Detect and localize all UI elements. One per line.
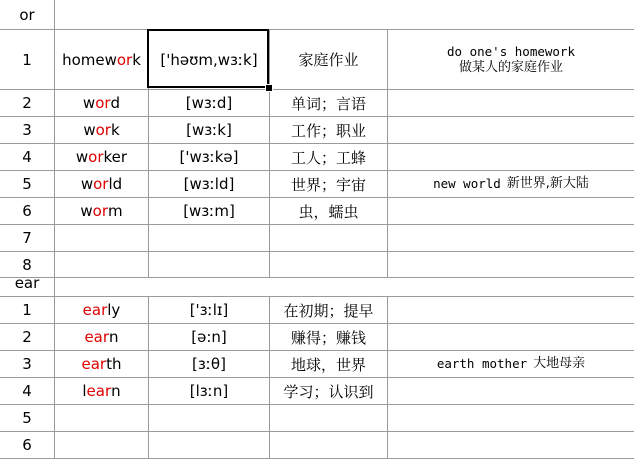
word-highlight: or [88,148,104,166]
word-suffix: ld [108,175,123,193]
phonetic-cell[interactable] [149,378,269,404]
meaning-text: 虫，蠕虫 [298,202,359,221]
word-suffix: ker [103,148,128,166]
phrase-cell[interactable] [388,405,634,431]
meaning-cell[interactable] [270,90,387,116]
word-suffix: ly [107,301,121,319]
word-prefix: homew [62,50,117,69]
phonetic-text: [ə:n] [191,328,227,346]
word-highlight: or [95,94,111,112]
word-highlight: or [95,121,111,139]
meaning-text: 世界；宇宙 [290,175,366,194]
phonetic-text: ['wɜːkə] [179,148,239,166]
section-header-label: or [19,5,35,24]
phrase-cell[interactable] [388,117,634,143]
row-number: 4 [22,148,32,166]
phonetic-text: [wɜːd] [185,94,233,112]
word-cell[interactable] [55,225,148,251]
phrase-cell[interactable] [388,198,634,224]
word-cell[interactable] [55,432,148,458]
fill-handle[interactable] [265,84,273,92]
meaning-text: 家庭作业 [298,51,359,69]
phrase-cell[interactable] [388,324,634,350]
phonetic-cell[interactable] [149,225,269,251]
row-number-cell[interactable] [0,144,54,170]
row-number-cell[interactable] [0,90,54,116]
row-number-cell[interactable] [0,378,54,404]
word-suffix: n [109,328,119,346]
meaning-cell[interactable] [270,324,387,350]
section-header-cell[interactable] [0,0,54,29]
meaning-cell[interactable] [270,117,387,143]
row-number: 3 [22,121,32,139]
row-number: 6 [22,436,32,454]
phrase-english: earth mother [436,356,528,371]
row-number-cell[interactable] [0,432,54,458]
word-suffix: k [132,50,141,69]
word-cell[interactable] [55,144,148,170]
meaning-text: 单词；言语 [290,94,366,113]
word-prefix: w [80,175,94,193]
phonetic-text: ['ɜːlɪ] [189,301,229,319]
phrase-cell[interactable] [388,90,634,116]
meaning-text: 学习；认识到 [283,382,374,401]
row-number: 7 [22,229,32,247]
word-highlight: ear [81,355,107,373]
word-cell[interactable] [55,405,148,431]
phonetic-text: [wɜːld] [183,175,235,193]
phonetic-text: [wɜːm] [183,202,235,220]
meaning-cell[interactable] [270,297,387,323]
word-highlight: ear [84,328,110,346]
section-header-blank[interactable] [55,0,634,29]
phrase-cell[interactable] [388,225,634,251]
word-suffix: n [111,382,121,400]
word-cell[interactable] [55,351,148,377]
phrase-cell[interactable] [388,432,634,458]
phonetic-cell[interactable] [149,171,269,197]
phrase-cell[interactable] [388,144,634,170]
section-header-label: ear [14,274,40,292]
phrase-cell[interactable] [388,297,634,323]
phonetic-text: [lɜːn] [189,382,229,400]
row-number-cell[interactable] [0,30,54,89]
phonetic-text: [wɜːk] [186,121,232,139]
word-suffix: d [110,94,121,112]
word-prefix: w [83,121,96,139]
word-cell[interactable] [55,117,148,143]
phonetic-cell[interactable] [149,90,269,116]
phrase-chinese: 大地母亲 [533,356,586,371]
phonetic-text: [ɜːθ] [192,355,226,373]
word-highlight: ear [86,382,112,400]
meaning-cell[interactable] [270,225,387,251]
row-number-cell[interactable] [0,171,54,197]
row-number: 5 [22,409,32,427]
word-suffix: m [108,202,123,220]
meaning-text: 工作；职业 [290,121,366,140]
word-highlight: ear [82,301,108,319]
word-prefix: w [82,94,96,112]
row-number-cell[interactable] [0,225,54,251]
word-cell[interactable] [55,171,148,197]
word-cell[interactable] [55,324,148,350]
word-suffix: k [110,121,120,139]
phonetic-cell[interactable] [149,198,269,224]
row-number-cell[interactable] [0,324,54,350]
phonetic-text: ['həʊm,wɜːk] [160,50,258,69]
phrase-cell[interactable] [388,30,634,89]
section-header-cell[interactable] [0,270,54,296]
meaning-cell[interactable] [270,378,387,404]
phonetic-cell[interactable] [149,30,269,89]
row-number-cell[interactable] [0,117,54,143]
meaning-text: 工人；工蜂 [290,148,366,167]
meaning-cell[interactable] [270,171,387,197]
word-cell[interactable] [55,378,148,404]
meaning-text: 在初期；提早 [283,301,374,320]
meaning-cell[interactable] [270,432,387,458]
row-number: 4 [22,382,32,400]
row-number: 2 [22,94,32,112]
phrase-cell[interactable] [388,378,634,404]
phonetic-cell[interactable] [149,117,269,143]
row-number: 1 [22,50,32,69]
meaning-text: 地球，世界 [290,355,366,374]
meaning-cell[interactable] [270,30,387,89]
row-number-cell[interactable] [0,297,54,323]
meaning-cell[interactable] [270,351,387,377]
word-cell[interactable] [55,297,148,323]
word-prefix: w [75,148,89,166]
phonetic-cell[interactable] [149,351,269,377]
word-highlight: or [92,202,108,220]
word-highlight: or [93,175,109,193]
phonetic-cell[interactable] [149,324,269,350]
meaning-text: 赚得；赚钱 [290,328,366,347]
word-cell[interactable] [55,90,148,116]
meaning-cell[interactable] [270,144,387,170]
word-prefix: l [82,382,87,400]
row-number: 5 [22,175,32,193]
row-number-cell[interactable] [0,405,54,431]
row-number-cell[interactable] [0,351,54,377]
word-suffix: th [106,355,122,373]
phrase-cell[interactable] [388,171,634,197]
section-header-blank[interactable] [55,270,634,296]
phrase-cell[interactable] [388,351,634,377]
row-number: 3 [22,355,32,373]
phonetic-cell[interactable] [149,144,269,170]
word-highlight: or [116,50,133,69]
row-number-cell[interactable] [0,198,54,224]
phrase-english: new world [433,176,501,191]
word-cell[interactable] [55,30,148,89]
phrase-chinese: 做某人的家庭作业 [458,59,563,75]
meaning-cell[interactable] [270,198,387,224]
phrase-english: do one's homework [447,43,575,59]
row-number: 1 [22,301,32,319]
phonetic-cell[interactable] [149,297,269,323]
word-cell[interactable] [55,198,148,224]
phrase-chinese: 新世界,新大陆 [506,176,589,191]
meaning-cell[interactable] [270,405,387,431]
word-prefix: w [80,202,93,220]
row-number: 8 [22,255,32,274]
phonetic-cell[interactable] [149,405,269,431]
row-number: 6 [22,202,32,220]
phonetic-cell[interactable] [149,432,269,458]
row-number: 2 [22,328,32,346]
